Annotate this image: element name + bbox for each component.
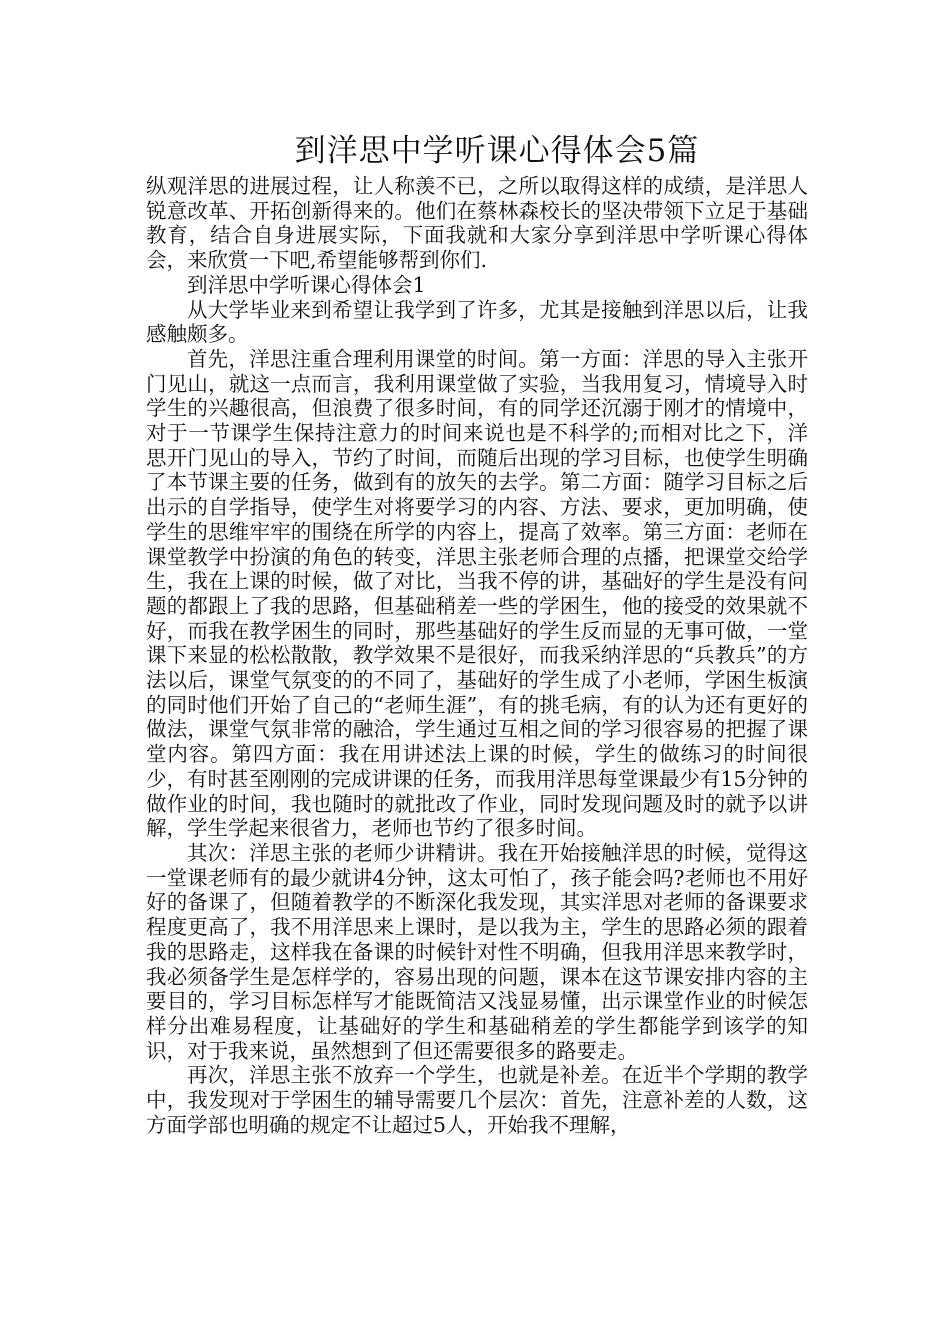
body-paragraph-1: 从大学毕业来到希望让我学到了许多，尤其是接触到洋思以后，让我感触颇多。 xyxy=(146,297,808,347)
document-title: 到洋思中学听课心得体会5篇 xyxy=(294,133,700,169)
document-page xyxy=(146,128,808,1137)
intro-paragraph: 纵观洋思的进展过程，让人称羡不已，之所以取得这样的成绩，是洋思人锐意改革、开拓创新得来的。他们在蔡林森校长的坚决带领下立足于基础教育，结合自身进展实际，下面我就和大家分享到洋思中学听课心得体会，来欣赏一下吧,希望能够帮到你们. xyxy=(146,174,808,273)
body-paragraph-2: 首先，洋思注重合理利用课堂的时间。第一方面：洋思的导入主张开门见山，就这一点而言，我利用课堂做了实验，当我用复习，情境导入时学生的兴趣很高，但浪费了很多时间，有的同学还沉溺于刚才的情境中，对于一节课学生保持注意力的时间来说也是不科学的;而相对比之下，洋思开门见山的导入，节约了时间，而随后出现的学习目标，也使学生明确了本节课主要的任务，做到有的放矢的去学。第二方面：随学习目标之后出示的自学指导，使学生对将要学习的内容、方法、要求，更加明确，使学生的思维牢牢的围绕在所学的内容上，提高了效率。第三方面：老师在课堂教学中扮演的角色的转变，洋思主张老师合理的点播，把课堂交给学生，我在上课的时候，做了对比，当我不停的讲，基础好的学生是没有问题的都跟上了我的思路，但基础稍差一些的学困生，他的接受的效果就不好，而我在教学困生的同时，那些基础好的学生反而显的无事可做，一堂课下来显的松松散散，教学效果不是很好，而我采纳洋思的“兵教兵”的方法以后，课堂气氛变的的不同了，基础好的学生成了小老师，学困生板演的同时他们开始了自己的“老师生涯”，有的挑毛病，有的认为还有更好的做法，课堂气氛非常的融洽，学生通过互相之间的学习很容易的把握了课堂内容。第四方面：我在用讲述法上课的时候，学生的做练习的时间很少，有时甚至刚刚的完成讲课的任务，而我用洋思每堂课最少有15分钟的做作业的时间，我也随时的就批改了作业，同时发现问题及时的就予以讲解，学生学起来很省力，老师也节约了很多时间。 xyxy=(146,346,808,841)
body-paragraph-3: 其次：洋思主张的老师少讲精讲。我在开始接触洋思的时候，觉得这一堂课老师有的最少就讲4分钟，这太可怕了，孩子能会吗?老师也不用好好的备课了，但随着教学的不断深化我发现，其实洋思对老师的备课要求程度更高了，我不用洋思来上课时，是以我为主，学生的思路必须的跟着我的思路走，这样我在备课的时候针对性不明确，但我用洋思来教学时，我必须备学生是怎样学的，容易出现的问题，课本在这节课安排内容的主要目的，学习目标怎样写才能既简洁又浅显易懂，出示课堂作业的时候怎样分出难易程度，让基础好的学生和基础稍差的学生都能学到该学的知识，对于我来说，虽然想到了但还需要很多的路要走。 xyxy=(146,840,808,1063)
body-paragraph-4: 再次，洋思主张不放弃一个学生，也就是补差。在近半个学期的教学中，我发现对于学困生的辅导需要几个层次：首先，注意补差的人数，这方面学部也明确的规定不让超过5人，开始我不理解， xyxy=(146,1063,808,1137)
section-heading: 到洋思中学听课心得体会1 xyxy=(187,272,426,297)
